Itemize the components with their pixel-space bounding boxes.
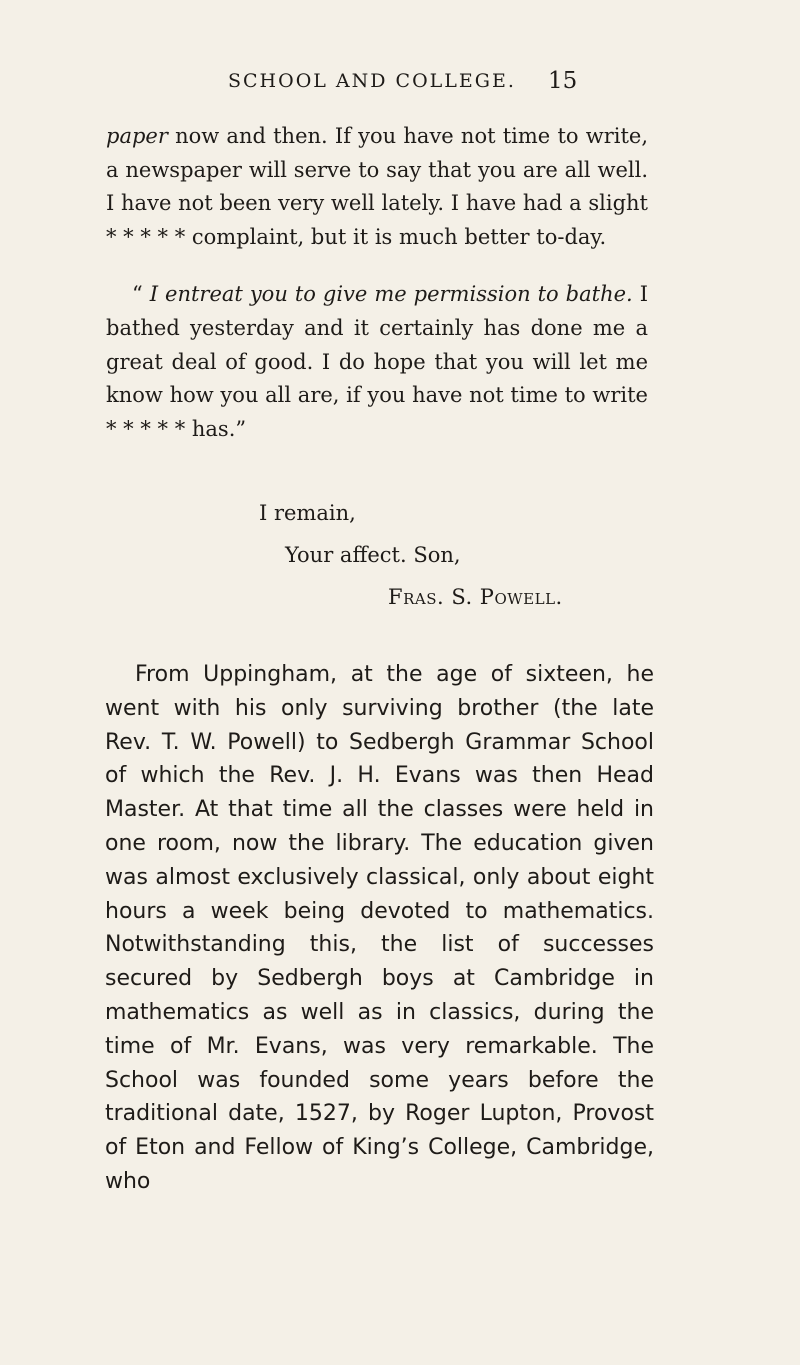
letter-paragraph-1-rest: now and then. If you have not time to write, a newspaper will serve to say that you are all well. I have not been very well lately. I have had a slight * * * * * complaint, but it is much better to-day. [106,124,648,249]
page-number: 15 [548,68,578,94]
letter-paragraph-1-italic: paper [106,124,168,148]
closing-line-son: Your affect. Son, [285,543,461,567]
letter-paragraph-2 [106,278,648,446]
letter-paragraph-1 [106,120,648,254]
signature: Fras. S. Powell. [388,585,563,609]
letter-text [106,120,648,446]
letter-paragraph-2-italic: I entreat you to give me permission to bathe. [149,282,633,307]
narrative-text [105,658,654,1199]
narrative-paragraph: From Uppingham, at the age of sixteen, he went with his only surviving brother (the late Rev. T. W. Powell) to Sedbergh Grammar School of which the Rev. J. H. Evans was then Head Master. At that time all the classes were held in one room, now the library. The education given was almost exclusively classical, only about eight hours a week being devoted to mathematics. Notwithstanding this, the list of successes secured by Sedbergh boys at Cambridge in mathematics as well as in classics, during the time of Mr. Evans, was very remarkable. The School was founded some years before the traditional date, 1527, by Roger Lupton, Provost of Eton and Fellow of King’s College, Cambridge, who [105,662,654,1194]
closing-line-remain: I remain, [259,501,356,525]
running-title: SCHOOL AND COLLEGE. [228,70,516,92]
open-quote: “ [132,282,150,307]
letter-paragraph-2-rest: I bathed yesterday and it certainly has done me a great deal of good. I do hope that you will let me know how you all are, if you have not time to write * * * * * has.” [106,282,648,441]
